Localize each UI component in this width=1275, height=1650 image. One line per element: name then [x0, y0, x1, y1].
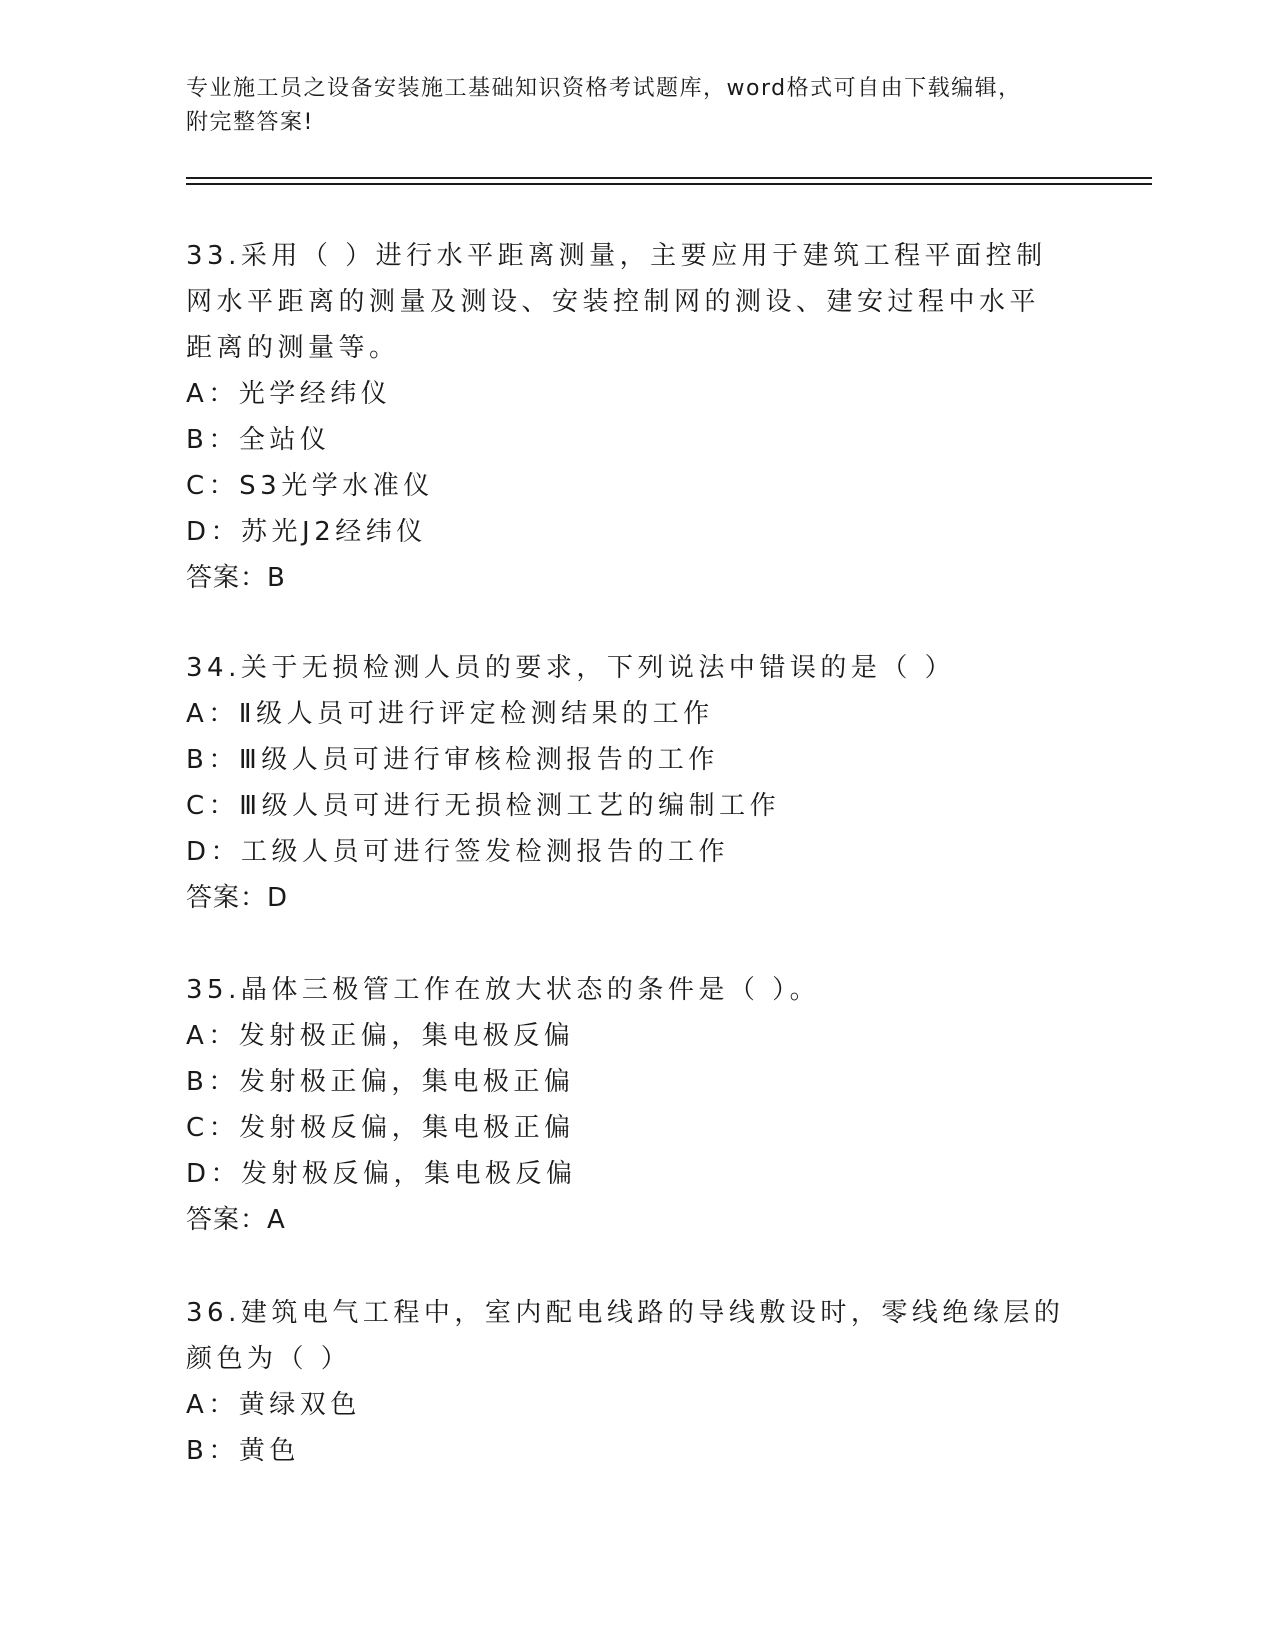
question-33: [186, 233, 1066, 601]
question-stem: 34.关于无损检测人员的要求，下列说法中错误的是（ ）: [186, 653, 956, 683]
option-a: A：发射极正偏，集电极反偏: [186, 1021, 575, 1051]
question-36: [186, 1290, 1066, 1474]
header-divider-top: [186, 177, 1152, 179]
option-b: B：黄色: [186, 1436, 300, 1466]
question-stem: 35.晶体三极管工作在放大状态的条件是（ ）。: [186, 975, 821, 1005]
option-b: B：发射极正偏，集电极正偏: [186, 1067, 575, 1097]
option-c: C：发射极反偏，集电极正偏: [186, 1113, 575, 1143]
header-line-1: 专业施工员之设备安装施工基础知识资格考试题库，word格式可自由下载编辑，: [186, 76, 1022, 101]
option-a: A：光学经纬仪: [186, 379, 392, 409]
option-c: C：S3光学水准仪: [186, 471, 434, 501]
option-a: A：黄绿双色: [186, 1390, 361, 1420]
question-34: [186, 645, 1066, 921]
option-d: D：苏光J2经纬仪: [186, 517, 427, 547]
option-a: A：Ⅱ级人员可进行评定检测结果的工作: [186, 699, 714, 729]
answer: 答案：B: [186, 563, 286, 593]
question-stem: 36.建筑电气工程中，室内配电线路的导线敷设时，零线绝缘层的颜色为（ ）: [186, 1298, 1065, 1374]
option-c: C：Ⅲ级人员可进行无损检测工艺的编制工作: [186, 791, 781, 821]
question-35: [186, 967, 1066, 1243]
answer: 答案：D: [186, 883, 289, 913]
option-d: D：工级人员可进行签发检测报告的工作: [186, 837, 730, 867]
header-line-2: 附完整答案!: [186, 110, 314, 135]
answer: 答案：A: [186, 1205, 286, 1235]
option-d: D：发射极反偏，集电极反偏: [186, 1159, 577, 1189]
document-header: [186, 72, 1086, 140]
header-divider-bottom: [186, 183, 1152, 185]
option-b: B：Ⅲ级人员可进行审核检测报告的工作: [186, 745, 719, 775]
question-stem: 33.采用（ ）进行水平距离测量，主要应用于建筑工程平面控制网水平距离的测量及测设、安装控制网的测设、建安过程中水平距离的测量等。: [186, 241, 1047, 363]
option-b: B：全站仪: [186, 425, 331, 455]
